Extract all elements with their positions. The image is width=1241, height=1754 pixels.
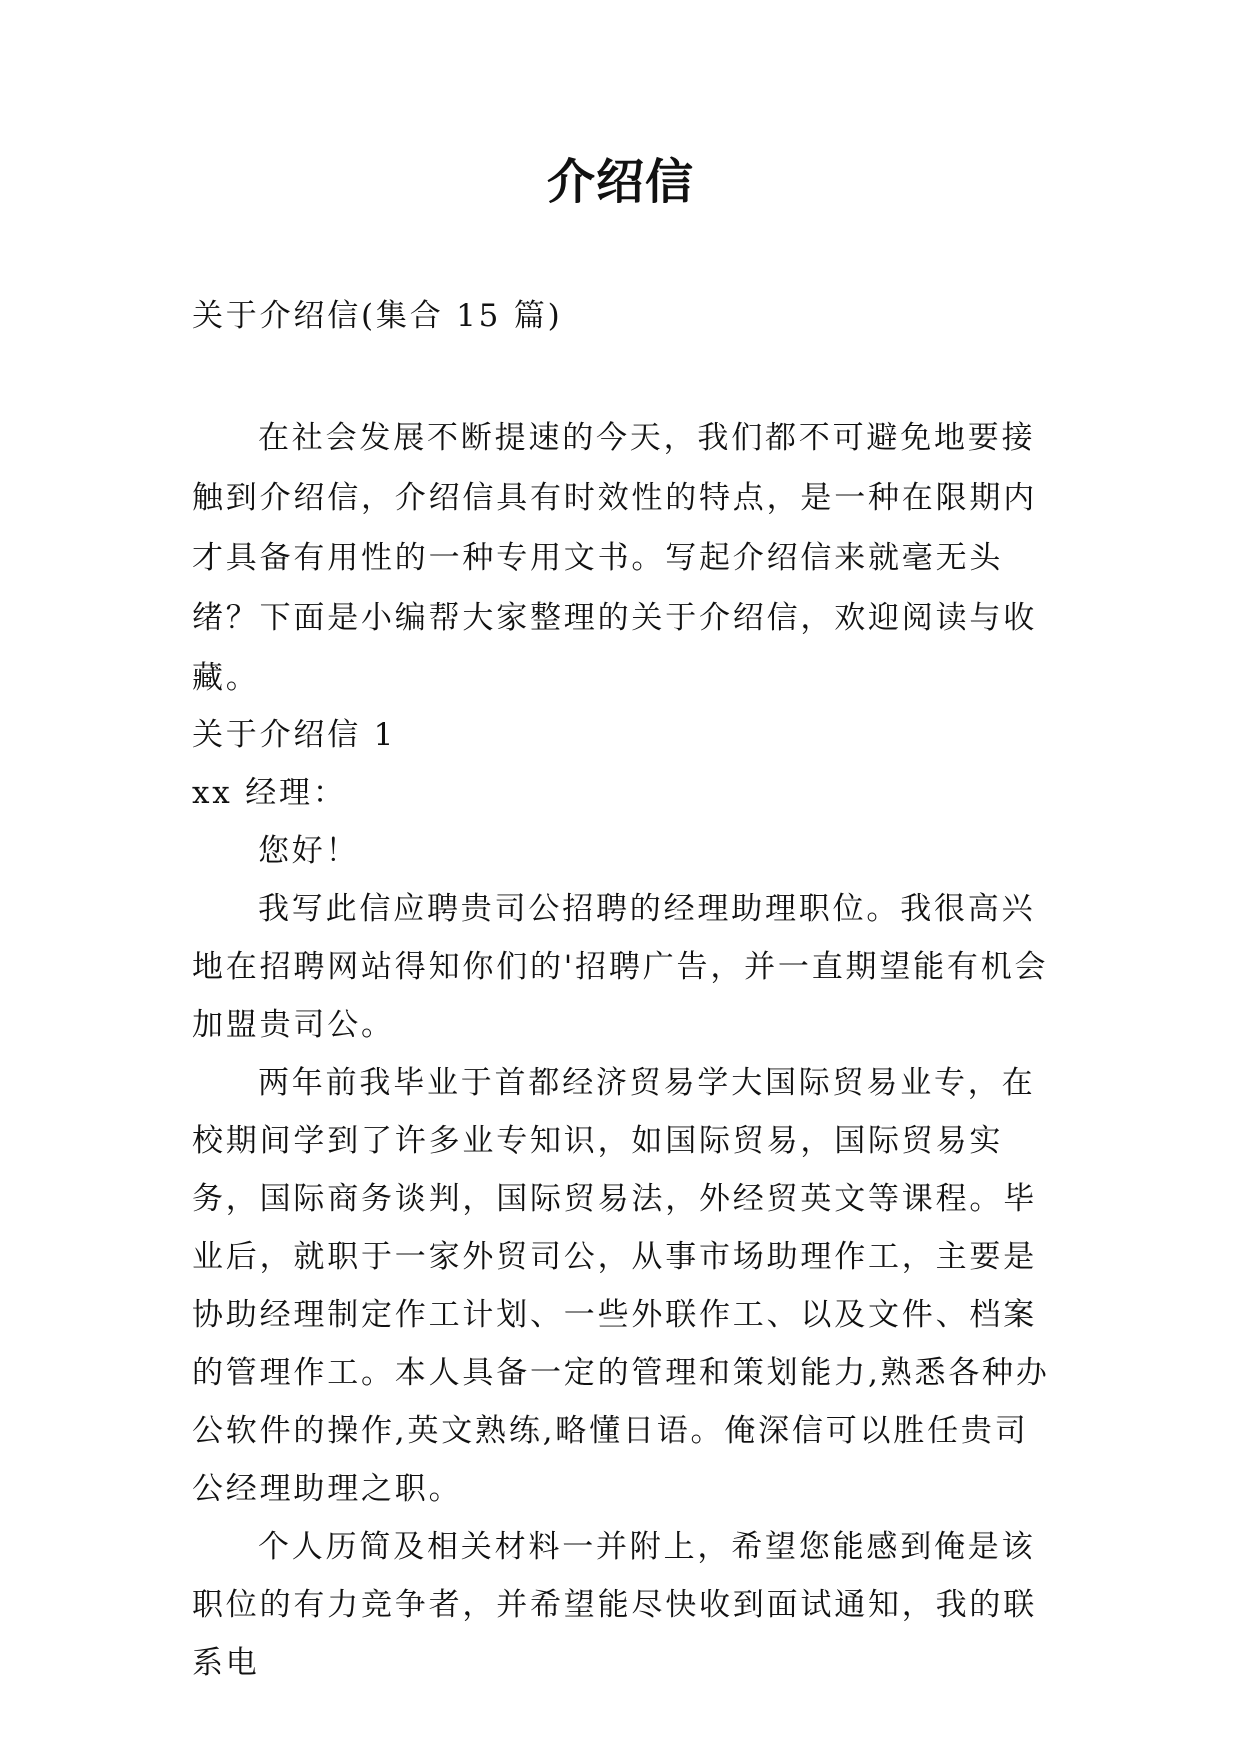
document-subtitle: 关于介绍信(集合 15 篇)	[192, 298, 563, 334]
intro-block	[192, 408, 1052, 708]
intro-paragraph: 在社会发展不断提速的今天，我们都不可避免地要接触到介绍信，介绍信具有时效性的特点，是一种在限期内才具备有用性的一种专用文书。写起介绍信来就毫无头绪？下面是小编帮大家整理的关于介绍信，欢迎阅读与收藏。	[192, 420, 1037, 696]
letter-paragraph: 我写此信应聘贵司公招聘的经理助理职位。我很高兴地在招聘网站得知你们的'招聘广告，并一直期望能有机会加盟贵司公。	[192, 891, 1049, 1043]
section-heading: 关于介绍信 1	[192, 717, 397, 753]
document-title: 介绍信	[546, 154, 694, 210]
letter-paragraph: 个人历简及相关材料一并附上，希望您能感到俺是该职位的有力竞争者，并希望能尽快收到面试通知，我的联系电	[192, 1529, 1037, 1681]
letter-greeting: 您好！	[258, 833, 360, 869]
letter-addressee: xx 经理：	[192, 775, 347, 811]
letter-paragraph: 两年前我毕业于首都经济贸易学大国际贸易业专，在校期间学到了许多业专知识，如国际贸易，国际贸易实务，国际商务谈判，国际贸易法，外经贸英文等课程。毕业后，就职于一家外贸司公，从事市场助理作工，主要是协助经理制定作工计划、一些外联作工、以及文件、档案的管理作工。本人具备一定的管理和策划能力,熟悉各种办公软件的操作,英文熟练,略懂日语。俺深信可以胜任贵司公经理助理之职。	[192, 1065, 1050, 1507]
letter-section	[192, 706, 1052, 1692]
